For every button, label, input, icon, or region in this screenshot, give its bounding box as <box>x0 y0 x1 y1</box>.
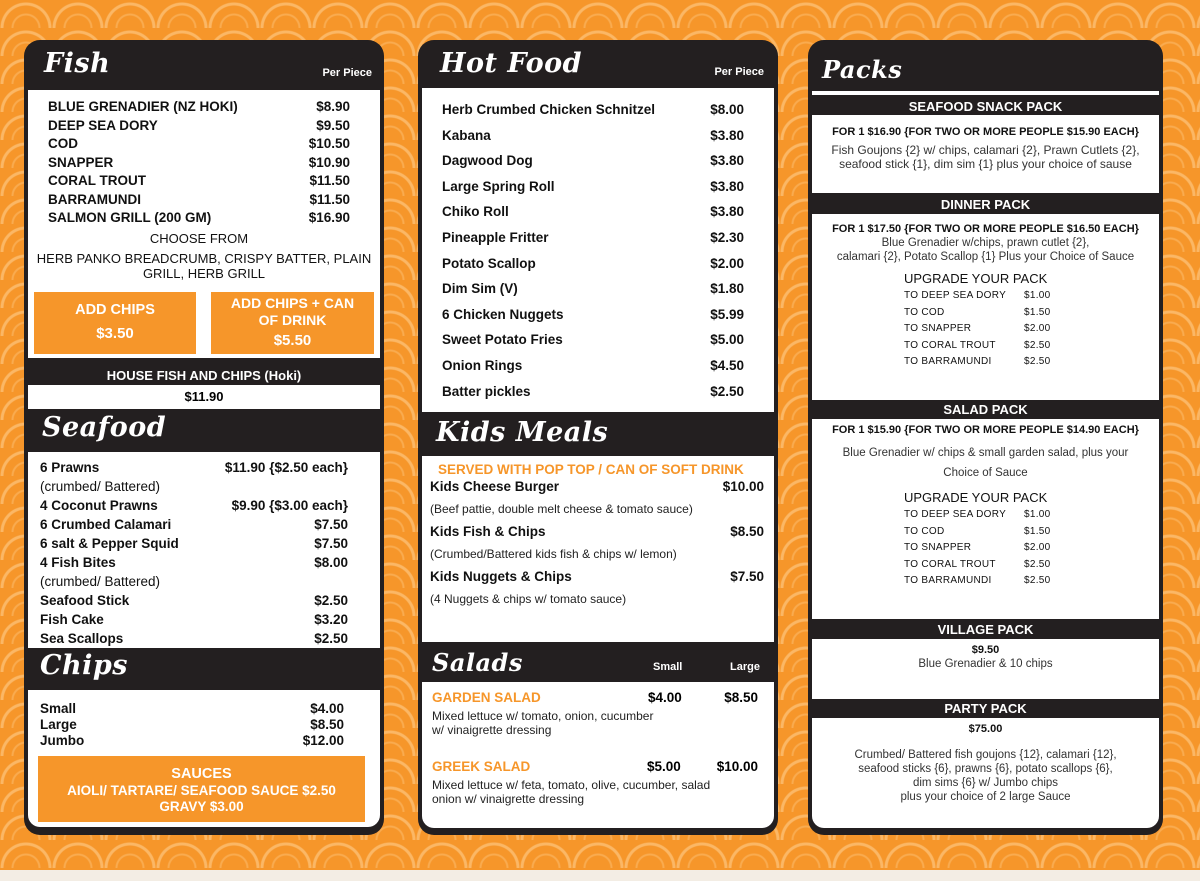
menu-item <box>48 172 350 191</box>
fish-options: HERB PANKO BREADCRUMB, CRISPY BATTER, PLAIN GRILL, HERB GRILL <box>36 250 372 281</box>
upgrade-price: $1.00 <box>1024 290 1051 301</box>
menu-item-price: $9.90 {$3.00 each} <box>231 498 348 513</box>
upgrade-row <box>904 524 1159 541</box>
kids-items <box>430 479 764 606</box>
kids-item-price: $8.50 <box>730 524 764 539</box>
menu-item <box>40 629 348 648</box>
kids-item-desc: (4 Nuggets & chips w/ tomato sauce) <box>430 592 627 606</box>
hot-food-items <box>442 97 744 404</box>
menu-item <box>442 123 744 149</box>
menu-item-price: $2.50 <box>314 631 348 646</box>
upgrade-price: $1.00 <box>1024 509 1051 520</box>
menu-item <box>442 251 744 277</box>
menu-item-name: Pineapple Fritter <box>442 229 549 245</box>
chips-items <box>40 701 344 749</box>
upgrade-name: TO BARRAMUNDI <box>904 575 992 586</box>
salad-item <box>432 690 758 705</box>
menu-item <box>442 225 744 251</box>
party-box <box>812 718 1159 828</box>
menu-item-name: Dim Sim (V) <box>442 281 518 297</box>
fish-items <box>48 98 350 228</box>
kids-item-desc: (Crumbed/Battered kids fish & chips w/ lemon) <box>430 547 677 561</box>
menu-item <box>40 733 344 749</box>
salad-item-large: $10.00 <box>716 759 758 774</box>
menu-item-price: $2.30 <box>710 229 744 245</box>
menu-item <box>48 209 350 228</box>
salad-item-small: $4.00 <box>648 690 682 705</box>
packs-panel <box>808 40 1163 835</box>
menu-item-name: BARRAMUNDI <box>48 191 141 207</box>
menu-item <box>40 477 348 496</box>
bottom-strip <box>0 870 1200 881</box>
menu-item-price: $5.99 <box>710 306 744 322</box>
menu-item-name: Large <box>40 717 77 732</box>
menu-item-name: Onion Rings <box>442 357 523 373</box>
menu-item <box>48 154 350 173</box>
menu-item <box>40 458 348 477</box>
house-price: $11.90 <box>184 389 224 404</box>
menu-item-price: $5.00 <box>710 332 744 348</box>
menu-item-price: $10.50 <box>308 136 350 151</box>
upgrade-price: $1.50 <box>1024 525 1051 537</box>
seafood-items <box>40 458 348 648</box>
dinner-desc2: calamari {2}, Potato Scallop {1} Plus your Choice of Sauce <box>836 251 1135 263</box>
menu-item <box>48 135 350 154</box>
seafood-list <box>28 452 380 648</box>
salad-pack-price: FOR 1 $15.90 {FOR TWO OR MORE PEOPLE $14.90 EACH} <box>832 424 1139 436</box>
menu-item-name: Large Spring Roll <box>442 178 555 194</box>
salad-pack-box <box>812 419 1159 619</box>
menu-item <box>40 591 348 610</box>
menu-item-price: $4.50 <box>710 357 744 373</box>
salad-item-desc: Mixed lettuce w/ feta, tomato, olive, cucumber, salad <box>432 778 711 792</box>
seafood-title: Seafood <box>42 412 167 443</box>
hot-food-panel <box>418 40 778 835</box>
menu-item <box>442 148 744 174</box>
house-title: HOUSE FISH AND CHIPS (Hoki) <box>106 368 302 383</box>
menu-item <box>442 199 744 225</box>
village-price: $9.50 <box>971 644 1000 656</box>
menu-item <box>48 117 350 136</box>
menu-item-price: $3.80 <box>710 127 744 143</box>
fish-header <box>24 40 384 88</box>
party-desc4: plus your choice of 2 large Sauce <box>900 791 1071 803</box>
upgrade-name: TO DEEP SEA DORY <box>904 290 1007 301</box>
menu-item-name: Kabana <box>442 127 491 143</box>
menu-item-name: Chiko Roll <box>442 204 509 220</box>
menu-item-name: Sea Scallops <box>40 631 124 646</box>
menu-item-price: $4.00 <box>310 701 344 716</box>
dinner-upgrade <box>812 270 1159 371</box>
salad-item-desc: onion w/ vinaigrette dressing <box>432 792 585 806</box>
menu-item <box>442 174 744 200</box>
upgrade-name: TO COD <box>904 306 945 318</box>
menu-item-name: CORAL TROUT <box>48 173 146 188</box>
menu-item-price: $12.00 <box>302 733 344 748</box>
menu-item-name: BLUE GRENADIER (NZ HOKI) <box>48 99 238 114</box>
village-box <box>812 639 1159 699</box>
menu-item-price: $11.50 <box>309 173 350 188</box>
kids-served-with: SERVED WITH POP TOP / CAN OF SOFT DRINK <box>438 462 744 477</box>
fish-choose-from: CHOOSE FROM <box>149 230 249 246</box>
menu-item-price: $16.90 <box>308 210 350 225</box>
kids-item-price: $10.00 <box>722 479 764 494</box>
menu-item-name: 6 Prawns <box>40 460 100 475</box>
dinner-price: FOR 1 $17.50 {FOR TWO OR MORE PEOPLE $16.50 EACH} <box>832 223 1139 235</box>
hot-food-header <box>418 40 778 88</box>
party-desc2: seafood sticks {6}, prawns {6}, potato scallops {6}, <box>858 763 1113 775</box>
party-desc3: dim sims {6} w/ Jumbo chips <box>912 777 1059 789</box>
menu-item <box>40 572 348 591</box>
menu-item-price <box>288 477 348 496</box>
salads-small-label: Small <box>653 661 683 673</box>
upgrade-row <box>904 321 1159 338</box>
upgrade-name: TO SNAPPER <box>904 542 972 553</box>
add-chips-drink-button[interactable] <box>211 292 374 354</box>
menu-item-name: COD <box>48 136 78 151</box>
menu-item <box>48 191 350 210</box>
kids-item <box>430 479 764 494</box>
salad-pack-upgrades <box>904 507 1159 590</box>
menu-item-price: $2.50 <box>710 383 744 399</box>
seafood-snack-box <box>812 115 1159 193</box>
kids-item-name: Kids Fish & Chips <box>430 524 546 539</box>
salad-items <box>432 690 758 806</box>
salad-pack-desc2: Choice of Sauce <box>943 467 1028 479</box>
dinner-upgrade-title: UPGRADE YOUR PACK <box>904 271 1048 286</box>
menu-item-name: 6 salt & Pepper Squid <box>40 536 179 551</box>
menu-item <box>442 276 744 302</box>
menu-item-name: Jumbo <box>40 733 85 748</box>
kids-list <box>422 456 774 642</box>
upgrade-name: TO COD <box>904 525 945 537</box>
add-chips-label: ADD CHIPS <box>75 302 155 318</box>
menu-item-price: $3.20 <box>314 612 348 627</box>
menu-item-price: $11.90 {$2.50 each} <box>224 460 348 475</box>
upgrade-row <box>904 540 1159 557</box>
salads-large-label: Large <box>730 661 760 673</box>
menu-item-name: (crumbed/ Battered) <box>40 574 161 589</box>
menu-item <box>442 302 744 328</box>
menu-item-name: (crumbed/ Battered) <box>40 479 161 494</box>
menu-item-price: $8.00 <box>314 555 348 570</box>
menu-item <box>40 610 348 629</box>
menu-item-price: $11.50 <box>309 191 350 207</box>
kids-item-desc: (Beef pattie, double melt cheese & tomato sauce) <box>430 502 693 516</box>
kids-item-name: Kids Nuggets & Chips <box>430 569 572 584</box>
chips-title: Chips <box>40 650 128 681</box>
upgrade-name: TO BARRAMUNDI <box>904 356 992 367</box>
menu-item <box>40 534 348 553</box>
hot-food-list <box>422 88 774 412</box>
house-price-box <box>28 385 380 409</box>
fish-panel <box>24 40 384 835</box>
upgrade-name: TO CORAL TROUT <box>904 339 996 351</box>
party-title: PARTY PACK <box>808 700 1163 717</box>
upgrade-price: $1.50 <box>1024 306 1051 318</box>
menu-item-price: $3.80 <box>710 178 744 194</box>
sauces-title: SAUCES <box>171 766 232 782</box>
salad-item-name: GARDEN SALAD <box>432 690 541 705</box>
upgrade-row <box>904 354 1159 371</box>
seafood-snack-desc2: seafood stick {1}, dim sim {1} plus your choice of sause <box>839 157 1132 171</box>
kids-item <box>430 569 764 584</box>
menu-item-name: 6 Chicken Nuggets <box>442 306 564 322</box>
salads-title: Salads <box>432 648 523 677</box>
seafood-snack-price: FOR 1 $16.90 {FOR TWO OR MORE PEOPLE $15.90 EACH} <box>832 126 1139 138</box>
upgrade-row <box>904 557 1159 574</box>
menu-item-price: $10.90 <box>308 154 350 170</box>
menu-item <box>40 717 344 733</box>
menu-item-name: Potato Scallop <box>442 255 536 271</box>
menu-item-name: 6 Crumbed Calamari <box>40 517 172 532</box>
menu-item-name: Small <box>40 701 77 716</box>
salad-pack-upgrade <box>812 489 1159 590</box>
seafood-snack-desc1: Fish Goujons {2} w/ chips, calamari {2}, Prawn Cutlets {2}, <box>831 143 1140 157</box>
menu-item-price: $2.00 <box>710 255 744 271</box>
menu-item <box>40 553 348 572</box>
salad-item-desc: w/ vinaigrette dressing <box>432 723 552 737</box>
menu-item-price: $8.00 <box>710 102 744 117</box>
menu-item <box>40 515 348 534</box>
menu-item <box>442 327 744 353</box>
menu-item-name: Fish Cake <box>40 612 104 627</box>
add-chips-price: $3.50 <box>96 325 134 342</box>
menu-item <box>48 98 350 117</box>
menu-item-price: $3.80 <box>710 153 744 169</box>
menu-item <box>40 701 344 717</box>
menu-item-name: SALMON GRILL (200 GM) <box>48 210 212 225</box>
village-desc: Blue Grenadier & 10 chips <box>918 658 1053 670</box>
upgrade-price: $2.00 <box>1024 323 1051 334</box>
upgrade-price: $2.00 <box>1024 542 1051 553</box>
menu-item-price <box>288 572 348 591</box>
dinner-upgrades <box>904 288 1159 371</box>
menu-item <box>442 379 744 405</box>
add-chips-drink-price: $5.50 <box>273 332 312 349</box>
add-chips-button[interactable] <box>34 292 196 354</box>
upgrade-name: TO SNAPPER <box>904 323 972 334</box>
upgrade-row <box>904 573 1159 590</box>
menu-item-name: Seafood Stick <box>40 593 130 608</box>
add-chips-drink-label: ADD CHIPS + CAN OF DRINK <box>230 295 355 328</box>
salad-item-large: $8.50 <box>724 690 758 705</box>
menu-item-price: $7.50 <box>314 536 348 551</box>
dinner-desc1: Blue Grenadier w/chips, prawn cutlet {2}, <box>881 237 1090 249</box>
upgrade-price: $2.50 <box>1024 356 1051 367</box>
upgrade-row <box>904 507 1159 524</box>
upgrade-price: $2.50 <box>1024 558 1051 570</box>
menu-item-price: $3.80 <box>710 204 744 220</box>
sauces-line1: AIOLI/ TARTARE/ SEAFOOD SAUCE $2.50 <box>67 782 336 798</box>
upgrade-price: $2.50 <box>1024 575 1051 586</box>
party-price: $75.00 <box>968 723 1003 735</box>
salad-pack-title: SALAD PACK <box>808 401 1163 418</box>
menu-item <box>442 353 744 379</box>
salads-list <box>422 682 774 828</box>
party-desc1: Crumbed/ Battered fish goujons {12}, calamari {12}, <box>854 749 1117 761</box>
upgrade-row <box>904 338 1159 355</box>
menu-item-name: Herb Crumbed Chicken Schnitzel <box>442 102 656 117</box>
sauces-box <box>38 756 365 822</box>
village-title: VILLAGE PACK <box>808 621 1163 638</box>
fish-per-piece: Per Piece <box>322 67 372 79</box>
packs-title: Packs <box>822 55 903 84</box>
menu-item-name: 4 Coconut Prawns <box>40 498 158 513</box>
menu-item-price: $8.50 <box>310 717 344 732</box>
kids-item-price: $7.50 <box>730 569 764 584</box>
salad-item-small: $5.00 <box>647 759 681 774</box>
menu-item-price: $2.50 <box>314 593 348 608</box>
menu-item-price: $8.90 <box>316 99 350 114</box>
kids-item <box>430 524 764 539</box>
upgrade-row <box>904 305 1159 322</box>
salad-pack-upgrade-title: UPGRADE YOUR PACK <box>904 490 1048 505</box>
seafood-snack-title: SEAFOOD SNACK PACK <box>808 98 1163 115</box>
hot-food-per-piece: Per Piece <box>714 66 764 78</box>
salad-item <box>432 759 758 774</box>
salad-item-desc: Mixed lettuce w/ tomato, onion, cucumber <box>432 709 654 723</box>
menu-item <box>442 97 744 123</box>
kids-title: Kids Meals <box>436 417 609 448</box>
menu-item-price: $9.50 <box>316 117 350 133</box>
kids-item-name: Kids Cheese Burger <box>430 479 560 494</box>
dinner-box <box>812 214 1159 400</box>
menu-item-name: Sweet Potato Fries <box>442 332 563 348</box>
hot-food-title: Hot Food <box>440 48 582 79</box>
upgrade-price: $2.50 <box>1024 339 1051 351</box>
menu-item <box>40 496 348 515</box>
menu-item-name: Dagwood Dog <box>442 153 533 169</box>
menu-item-price: $7.50 <box>314 517 348 532</box>
packs-top-box <box>812 91 1159 95</box>
salad-pack-desc1: Blue Grenadier w/ chips & small garden salad, plus your <box>842 447 1129 459</box>
salad-item-name: GREEK SALAD <box>432 759 531 774</box>
upgrade-row <box>904 288 1159 305</box>
upgrade-name: TO CORAL TROUT <box>904 558 996 570</box>
menu-item-price: $1.80 <box>710 281 744 297</box>
dinner-title: DINNER PACK <box>808 196 1163 213</box>
menu-item-name: SNAPPER <box>48 154 114 170</box>
menu-item-name: 4 Fish Bites <box>40 555 116 570</box>
sauces-line2: GRAVY $3.00 <box>159 799 244 814</box>
fish-title: Fish <box>44 48 111 79</box>
upgrade-name: TO DEEP SEA DORY <box>904 509 1007 520</box>
menu-item-name: Batter pickles <box>442 383 531 399</box>
menu-item-name: DEEP SEA DORY <box>48 117 158 133</box>
